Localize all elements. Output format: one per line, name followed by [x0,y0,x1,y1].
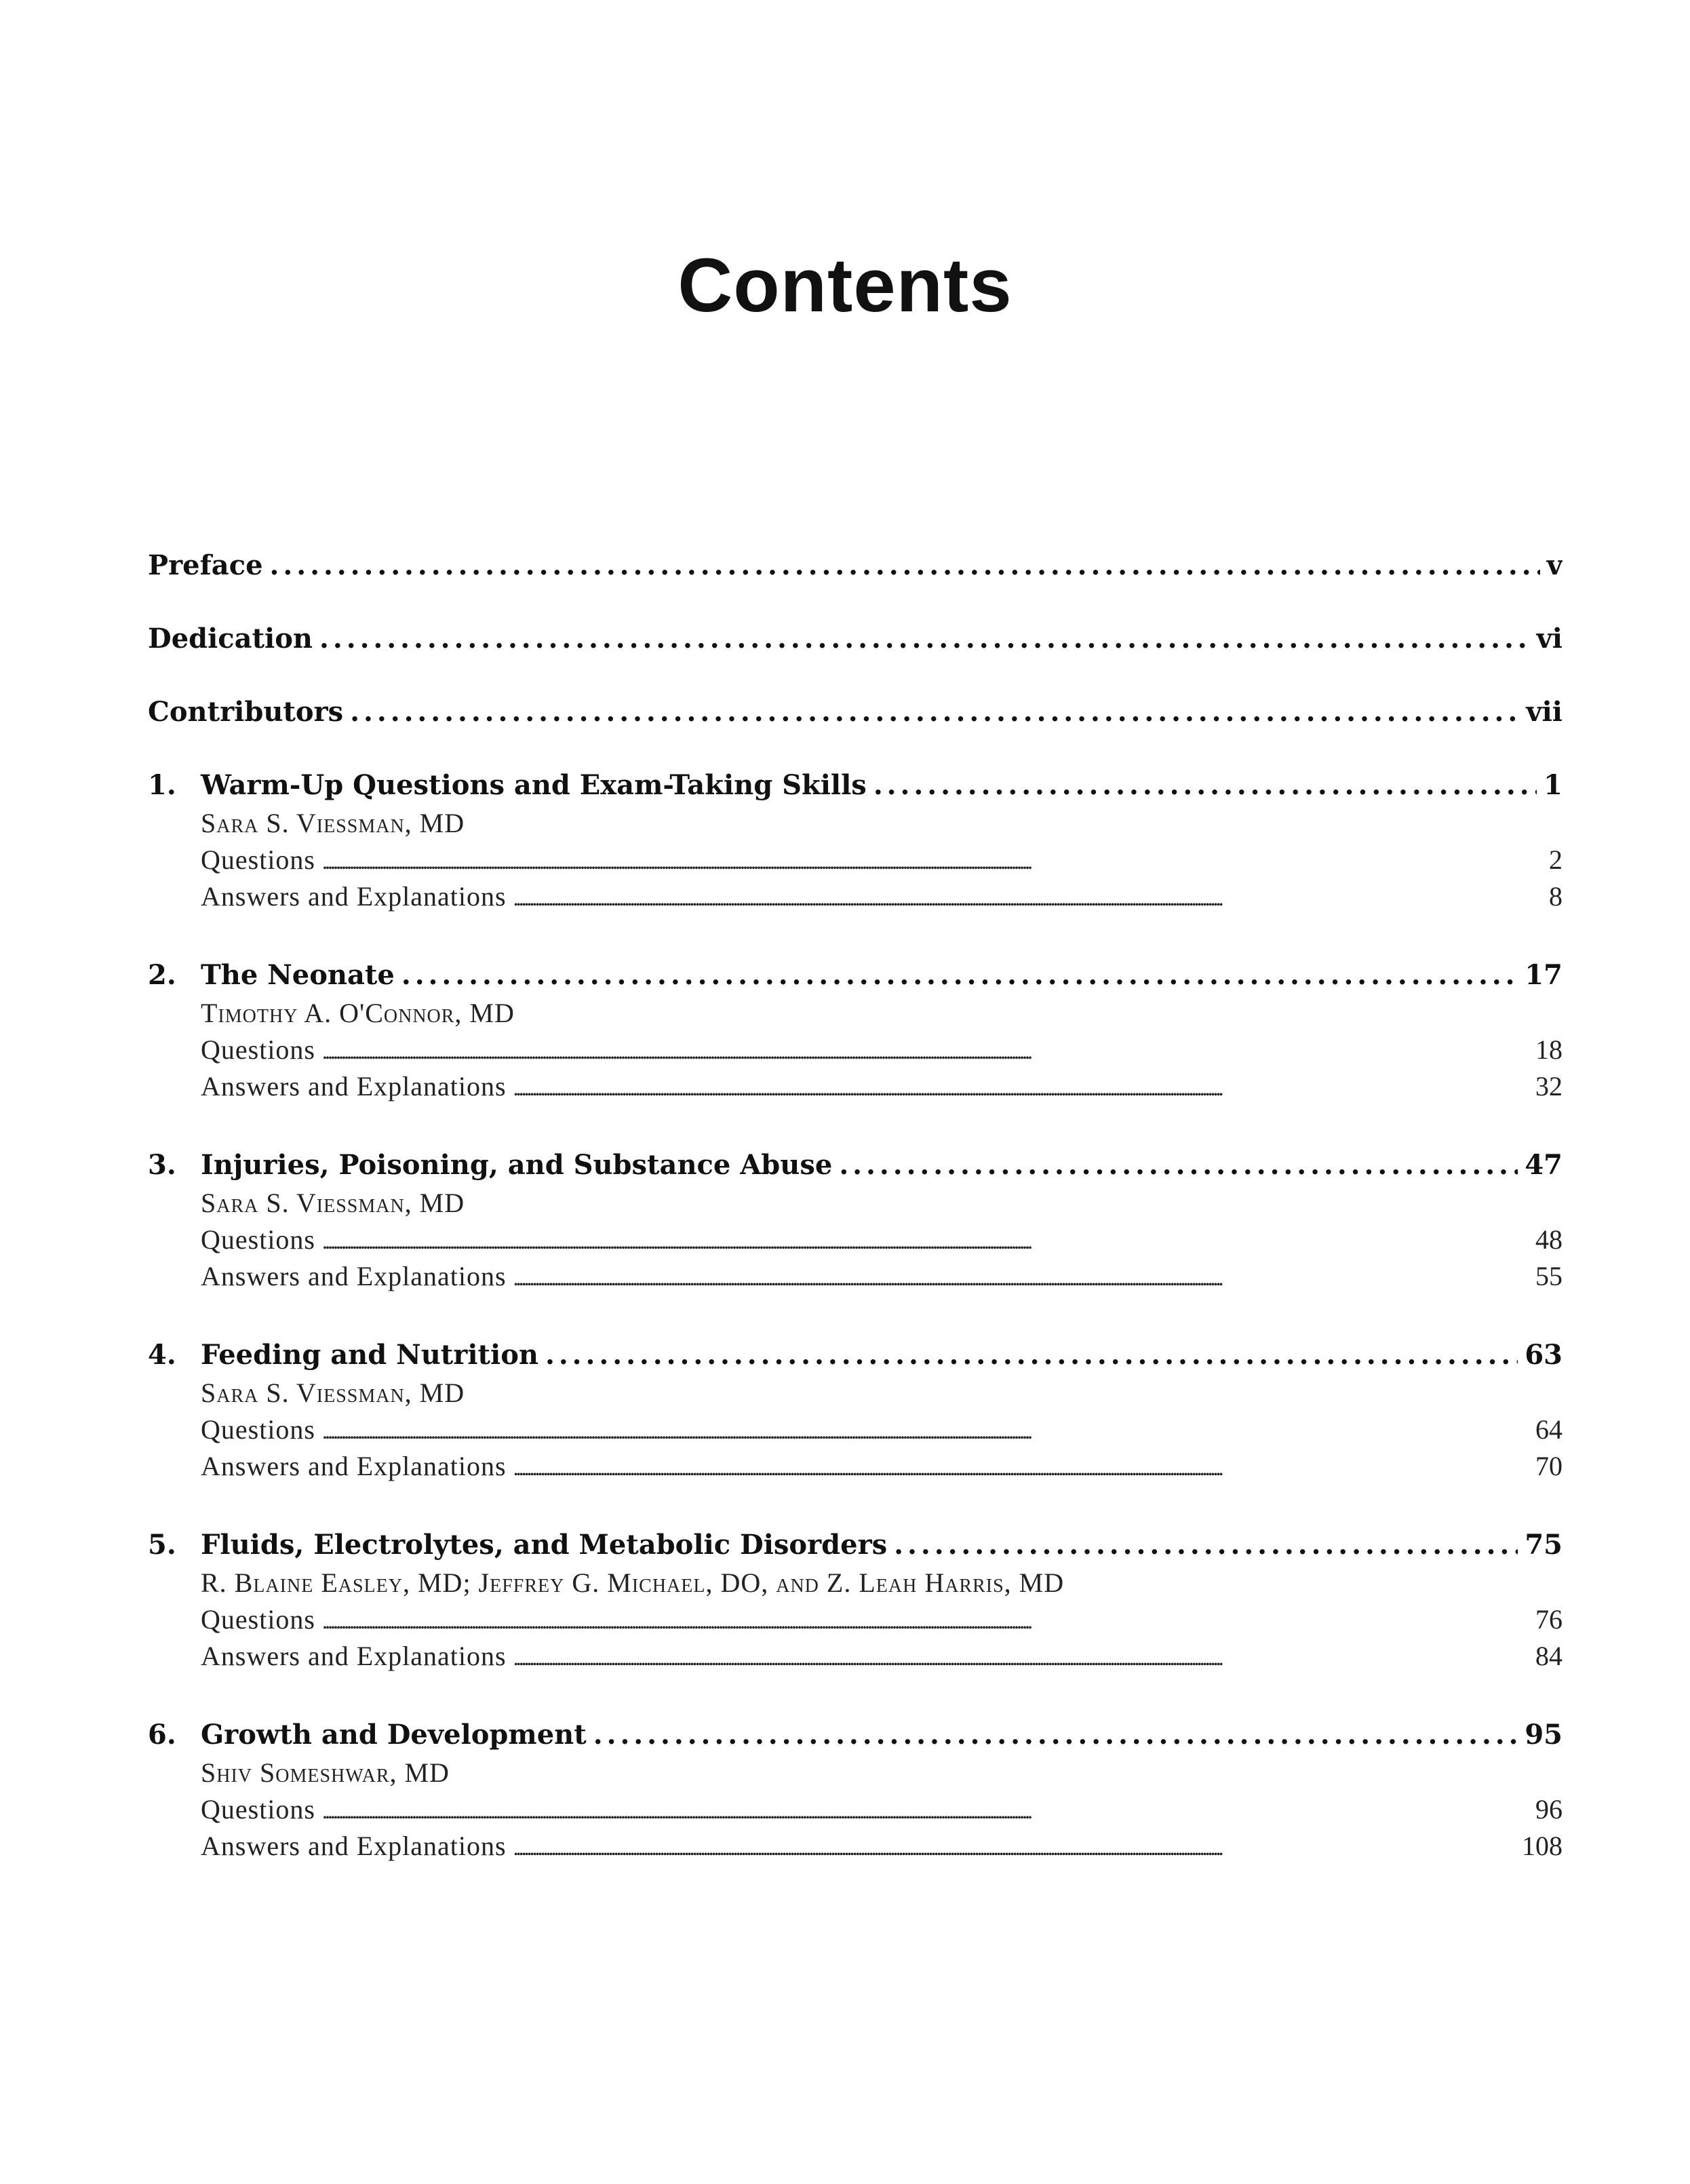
dot-leader [894,1529,1518,1561]
chapter-author: Sara S. Viessman, MD [201,808,465,838]
toc-subentry-questions[interactable] [201,1413,1563,1450]
subentry-label: Questions [201,1224,315,1255]
toc-subentry-questions[interactable] [201,844,1563,880]
dot-leader [322,1793,1529,1825]
subentry-label: Questions [201,1604,315,1635]
dot-leader [545,1339,1518,1371]
subentry-label: Answers and Explanations [201,1071,507,1101]
chapter-heading[interactable] [148,769,1563,807]
chapter-number: 3. [148,1149,176,1181]
chapter-4 [148,1339,1563,1487]
chapter-3 [148,1149,1563,1297]
page-number: 32 [1535,1071,1563,1101]
dot-leader [839,1149,1518,1181]
page-number: 84 [1535,1641,1563,1671]
subentry-label: Questions [201,1034,315,1065]
page-number: 18 [1535,1034,1563,1065]
chapter-title: Warm-Up Questions and Exam-Taking Skills [201,769,867,801]
chapter-title: Injuries, Poisoning, and Substance Abuse [201,1149,833,1181]
chapter-number: 2. [148,959,176,991]
page-number: vi [1536,623,1563,655]
chapter-author: Timothy A. O'Connor, MD [201,998,515,1028]
page-number: 2 [1549,844,1563,875]
dot-leader [350,696,1519,728]
dot-leader [322,1034,1529,1066]
chapter-title: Fluids, Electrolytes, and Metabolic Disorders [201,1529,888,1561]
entry-label: Dedication [148,623,313,655]
dot-leader [873,769,1537,801]
toc-subentry-answers[interactable] [201,1640,1563,1677]
page-number: 63 [1525,1339,1563,1371]
entry-label: Preface [148,549,263,581]
page-number: v [1546,549,1563,581]
toc-subentry-questions[interactable] [201,1793,1563,1830]
chapter-heading[interactable] [148,1339,1563,1377]
chapter-author: Sara S. Viessman, MD [201,1378,465,1408]
dot-leader [322,1224,1529,1255]
entry-label: Contributors [148,696,344,728]
chapter-number: 4. [148,1339,176,1371]
dot-leader [513,1830,1515,1862]
chapter-author: Sara S. Viessman, MD [201,1188,465,1218]
dot-leader [513,1450,1529,1482]
chapter-heading[interactable] [148,959,1563,997]
page-number: 17 [1525,959,1563,991]
subentry-label: Answers and Explanations [201,1261,507,1291]
subentry-label: Answers and Explanations [201,1451,507,1481]
page-number: vii [1526,696,1563,728]
toc-entry-preface[interactable] [148,549,1563,585]
dot-leader [513,1640,1529,1672]
chapter-title: Growth and Development [201,1719,587,1751]
dot-leader [401,959,1518,991]
toc-subentry-questions[interactable] [201,1603,1563,1640]
subentry-label: Answers and Explanations [201,881,507,912]
dot-leader [270,549,1540,581]
toc-subentry-questions[interactable] [201,1224,1563,1260]
dot-leader [319,623,1530,655]
dot-leader [593,1719,1518,1751]
chapter-heading[interactable] [148,1529,1563,1567]
chapter-title: Feeding and Nutrition [201,1339,538,1371]
page-number: 75 [1525,1529,1563,1561]
page-number: 8 [1549,881,1563,912]
chapter-5 [148,1529,1563,1677]
chapter-number: 6. [148,1719,176,1751]
page-number: 64 [1535,1414,1563,1445]
page-number: 76 [1535,1604,1563,1635]
page-number: 55 [1535,1261,1563,1291]
toc-subentry-answers[interactable] [201,1070,1563,1107]
page-number: 1 [1544,769,1563,801]
chapter-2 [148,959,1563,1107]
table-of-contents [148,549,1563,1909]
page-number: 96 [1535,1794,1563,1825]
toc-subentry-answers[interactable] [201,1830,1563,1867]
toc-entry-contributors[interactable] [148,696,1563,731]
toc-subentry-answers[interactable] [201,1260,1563,1297]
page-number: 108 [1522,1831,1563,1861]
toc-entry-dedication[interactable] [148,623,1563,658]
toc-subentry-questions[interactable] [201,1034,1563,1070]
chapter-number: 1. [148,769,176,801]
page-number: 48 [1535,1224,1563,1255]
chapter-heading[interactable] [148,1719,1563,1757]
page-title: Contents [677,243,1013,328]
dot-leader [513,880,1542,912]
chapter-6 [148,1719,1563,1867]
page-number: 70 [1535,1451,1563,1481]
chapter-title: The Neonate [201,959,395,991]
subentry-label: Questions [201,844,315,875]
subentry-label: Questions [201,1794,315,1825]
dot-leader [513,1070,1529,1102]
dot-leader [322,844,1542,876]
toc-subentry-answers[interactable] [201,1450,1563,1487]
dot-leader [513,1260,1529,1292]
subentry-label: Answers and Explanations [201,1641,507,1671]
chapter-author: R. Blaine Easley, MD; Jeffrey G. Michael, DO, and Z. Leah Harris, MD [201,1567,1065,1598]
toc-subentry-answers[interactable] [201,880,1563,917]
dot-leader [322,1603,1529,1635]
dot-leader [322,1413,1529,1445]
subentry-label: Questions [201,1414,315,1445]
subentry-label: Answers and Explanations [201,1831,507,1861]
chapter-1 [148,769,1563,917]
page-number: 95 [1525,1719,1563,1751]
chapter-author: Shiv Someshwar, MD [201,1757,450,1788]
chapter-heading[interactable] [148,1149,1563,1187]
page-number: 47 [1525,1149,1563,1181]
chapter-number: 5. [148,1529,176,1561]
